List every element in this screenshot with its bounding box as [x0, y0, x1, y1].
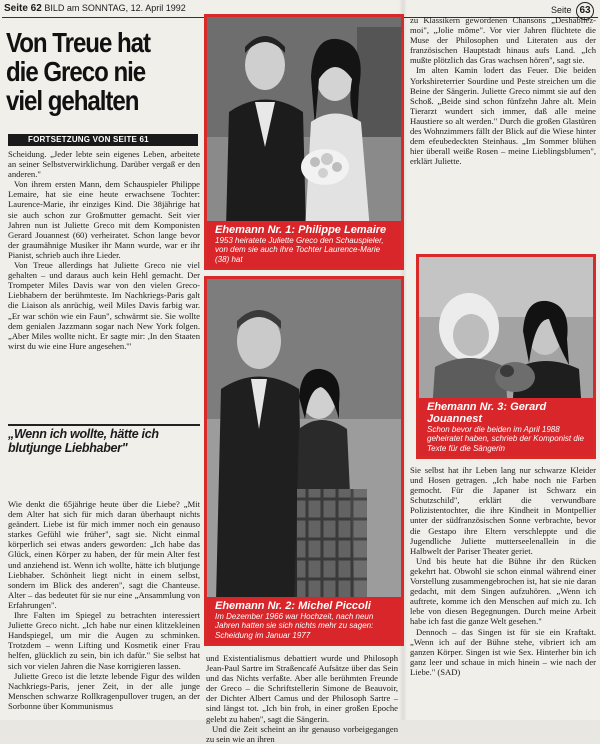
paragraph: Im alten Kamin lodert das Feuer. Die beiden Yorkshireterrier Sourdine und Peste streichen um die Beine der Sängerin. Juliette Greco nimmt sie auf den Schoß. „Beide sind schon fünfzehn Jahre alt. Mein Tierarzt wundert sich immer, daß alle meine Haustiere so alt werden." Durch die großen Glastüren des Wohnzimmers fällt der Blick auf die Wiese hinter dem efeubedeckten Steinhaus. „Im Sommer blühen hier überall weiße Rosen – meine Lieblingsblumen", erklärt Juliette. — [410, 65, 596, 167]
page-number-left: Seite 62 — [4, 3, 42, 14]
paragraph: Scheidung. „Jeder lebte sein eigenes Leben, arbeitete an seiner Selbstverwirklichung. Darüber vergaß er den anderen." — [8, 149, 200, 180]
caption-title-1: Ehemann Nr. 1: Philippe Lemaire — [215, 223, 387, 236]
page-number-right: 63 — [576, 2, 594, 20]
paragraph: Wie denkt die 65jährige heute über die Liebe? „Mit dem Alter hat sich für mich daran überhaupt nichts geändert. Liebe ist für mich immer noch ein genauso starkes Gefühl wie früher", sagt sie. Nicht einmal körperlich sei etwas anders geworden: „Ich habe das Glück, einen Körper zu haben, der für mein Alter fest und anziehend ist. Wenn ich wollte, hätte ich blutjunge Liebhaber. Schönheit liegt nicht in einem selbst, sondern im Blick des anderen", sagt die Chanteuse. Alter – das bedeutet für sie nur eine „Ansammlung von Erfahrungen". — [8, 499, 200, 610]
photo-caption-1 — [207, 221, 401, 267]
continuation-bar: FORTSETZUNG VON SEITE 61 — [8, 134, 198, 146]
subhead-divider — [8, 424, 200, 426]
caption-title-2: Ehemann Nr. 2: Michel Piccoli — [215, 599, 371, 612]
caption-title-3: Ehemann Nr. 3: Gerard Jouannest — [427, 400, 547, 425]
photo-frame-husband-1 — [204, 14, 404, 270]
paragraph: Und bis heute hat die Bühne ihr den Rücken gekehrt hat. Obwohl sie schon einmal während einer Vorstellung zusammengebrochen ist, hat sie nie daran gedacht, mit dem Singen aufzuhören. „Wenn ich auftrete, komme ich den Menschen auf mich zu. Ich lebe von diesen Begegnungen. Durch meine Arbeit habe ich fast die ganze Welt gesehen." — [410, 555, 596, 627]
text-column-1b — [8, 499, 200, 717]
caption-text-1: 1953 heiratete Juliette Greco den Schauspieler, von dem sie auch ihre Tochter Laurence-Marie (38) hat — [215, 235, 384, 264]
paragraph: Sie selbst hat ihr Leben lang nur schwarze Kleider und Hosen getragen. „Ich habe noch nie Farben gemocht. Für die Japaner ist Schwarz ein Schutzschild", erklärt die verwundbare Polizistentochter, die ihre Kindheit in Montpellier unter der südfranzösischen Sonne verbrachte, bevor die Gestapo ihre Eltern verschleppte und die Jugendliche Juliette mutterseelenallein in die Halbwelt der Pariser Theater geriet. — [410, 465, 596, 556]
caption-text-3: Schon bevor die beiden im April 1988 geheiratet haben, schrieb der Komponist die Texte für die Sängerin — [427, 424, 584, 453]
article-subhead: „Wenn ich wollte, hätte ich blutjunge Liebhaber" — [8, 427, 159, 455]
paper-date: BILD am SONNTAG, 12. April 1992 — [44, 3, 186, 13]
text-column-3a — [410, 15, 596, 253]
photo-caption-3 — [419, 398, 593, 456]
article-headline: Von Treue hat die Greco nie viel gehalten — [6, 27, 151, 116]
text-column-3b — [410, 465, 596, 717]
couple-photo — [207, 279, 401, 643]
paragraph: Juliette Greco ist die letzte lebende Figur des wilden Nachkriegs-Paris, jener Zeit, in der alle junge Menschen schwarze Rollkragenpullover trugen, an der Sorbonne über Kommunismus — [8, 670, 200, 711]
page-label-right: Seite — [550, 5, 572, 15]
paragraph: Ihre Falten im Spiegel zu betrachten interessiert Juliette Greco nicht. „Ich habe nur einen klitzekleinen Handspiegel, um mir die Augen zu schminken. Trotzdem – wenn Lifting und Kosmetik einer Frau helfen, glücklich zu sein, bin ich dafür." Sie selbst hat sich vor vielen Jahren die Nase korrigieren lassen. — [8, 610, 200, 671]
paragraph: und Existentialismus debattiert wurde und Philosoph Jean-Paul Sartre im Straßencafé Aufsätze über das Sein und das Nichts verfaßte. Aber alle berühmten Freunde der Greco – die Schriftstellerin Simone de Beauvoir, der Dichter Albert Camus und der Philosoph Sartre – sind längst tot. „Ich bin froh, in einer großen Epoche gelebt zu haben", sagt die Sängerin. — [206, 653, 398, 724]
text-column-2 — [206, 653, 398, 744]
text-column-1 — [8, 149, 200, 423]
photo-frame-husband-3 — [416, 254, 596, 459]
photo-frame-husband-2 — [204, 276, 404, 646]
paragraph: Und die Zeit scheint an ihr genauso vorbeigegangen zu sein wie an ihren — [206, 723, 398, 744]
paragraph: Von ihrem ersten Mann, dem Schauspieler Philippe Lemaire, hat sie eine heute erwachsene Tochter: Laurence-Marie, ihr einziges Kind. Die 38jährige hat sie auch schon zur Großmutter gemacht. Seit vier Jahren nun ist Juliette Greco mit dem Komponisten Gerard Jouannest (60) verheiratet. Schon lange bevor der graumähnige Musiker ihr Mann wurde, war er ihr Pianist, schrieb auch ihre Lieder. — [8, 179, 200, 260]
caption-text-2: Im Dezember 1966 war Hochzeit, nach neun Jahren hatten sie sich nichts mehr zu sagen: Scheidung im Januar 1977 — [215, 611, 374, 640]
photo-caption-2 — [207, 597, 401, 643]
paragraph: zu Klassikern gewordenen Chansons „Deshabilez-moi", „Jolie môme". Vor vier Jahren flüchtete die Muse der Philosophen und Literaten aus der französischen Hauptstadt hinaus aufs Land. „Ich mußte plötzlich das Gras wachsen hören", sagt sie. — [410, 15, 596, 66]
paragraph: Von Treue allerdings hat Juliette Greco nie viel gehalten – und daraus auch kein Hehl gemacht. Der Trompeter Miles Davis war von den vielen Greco-Liebhabern der berühmteste. Im Nachkriegs-Paris galt die Liaison als anrüchig, weil Miles Davis farbig war. „Er war schön wie ein Faun", schwärmt sie. Sie wollte dem genialen Jazzmann sogar nach New York folgen. „Aber Miles wollte nicht. Er sagte mir: ,In den Staaten wirst du wie eine Hure angesehen.'" — [8, 260, 200, 351]
header-left — [4, 3, 186, 14]
paragraph: Dennoch – das Singen ist für sie ein Kraftakt. „Wenn ich auf der Bühne stehe, vibriert ich am ganzen Körper. Singen ist wie Sex. Hinterher bin ich ganz leer und schaue in mich hinein – wie nach der Liebe." (SAD) — [410, 626, 596, 677]
